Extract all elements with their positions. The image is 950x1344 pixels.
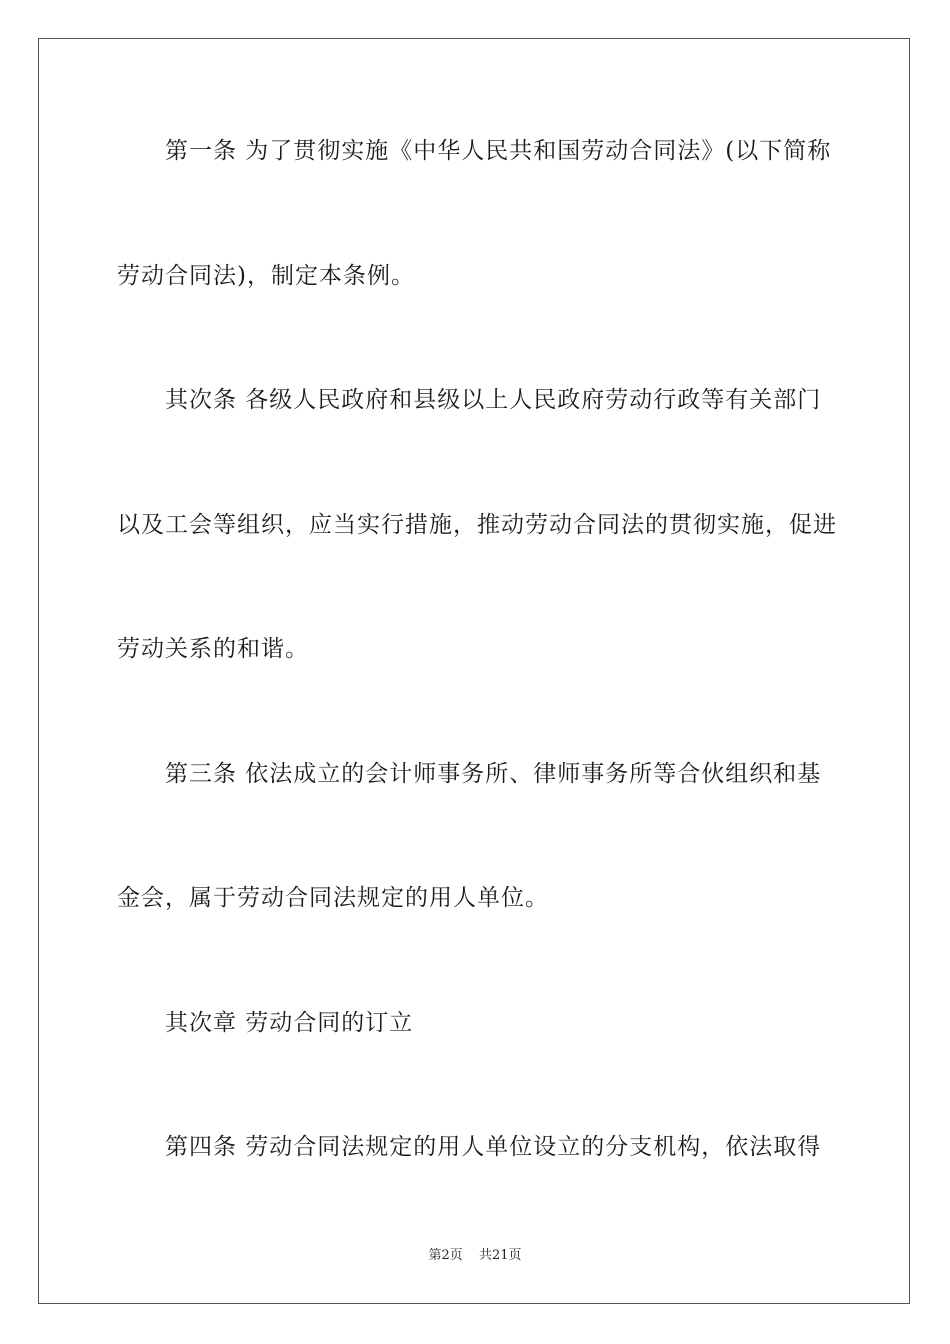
page-number: 第2页 xyxy=(428,1248,463,1263)
page-border xyxy=(38,38,910,1304)
article-1-line-1: 第一条 为了贯彻实施《中华人民共和国劳动合同法》(以下简称 xyxy=(165,138,832,164)
chapter-2-heading: 其次章 劳动合同的订立 xyxy=(165,1010,414,1036)
article-3-line-1: 第三条 依法成立的会计师事务所、律师事务所等合伙组织和基 xyxy=(165,761,822,787)
article-2-line-2: 以及工会等组织，应当实行措施，推动劳动合同法的贯彻实施，促进 xyxy=(117,512,837,538)
article-2-line-1: 其次条 各级人民政府和县级以上人民政府劳动行政等有关部门 xyxy=(165,387,822,413)
page-total: 共21页 xyxy=(478,1248,522,1263)
article-1-line-2: 劳动合同法)，制定本条例。 xyxy=(117,263,415,289)
article-2-line-3: 劳动关系的和谐。 xyxy=(117,636,309,662)
article-3-line-2: 金会，属于劳动合同法规定的用人单位。 xyxy=(117,885,549,911)
page-footer xyxy=(0,1247,950,1265)
article-4-line-1: 第四条 劳动合同法规定的用人单位设立的分支机构，依法取得 xyxy=(165,1134,822,1160)
